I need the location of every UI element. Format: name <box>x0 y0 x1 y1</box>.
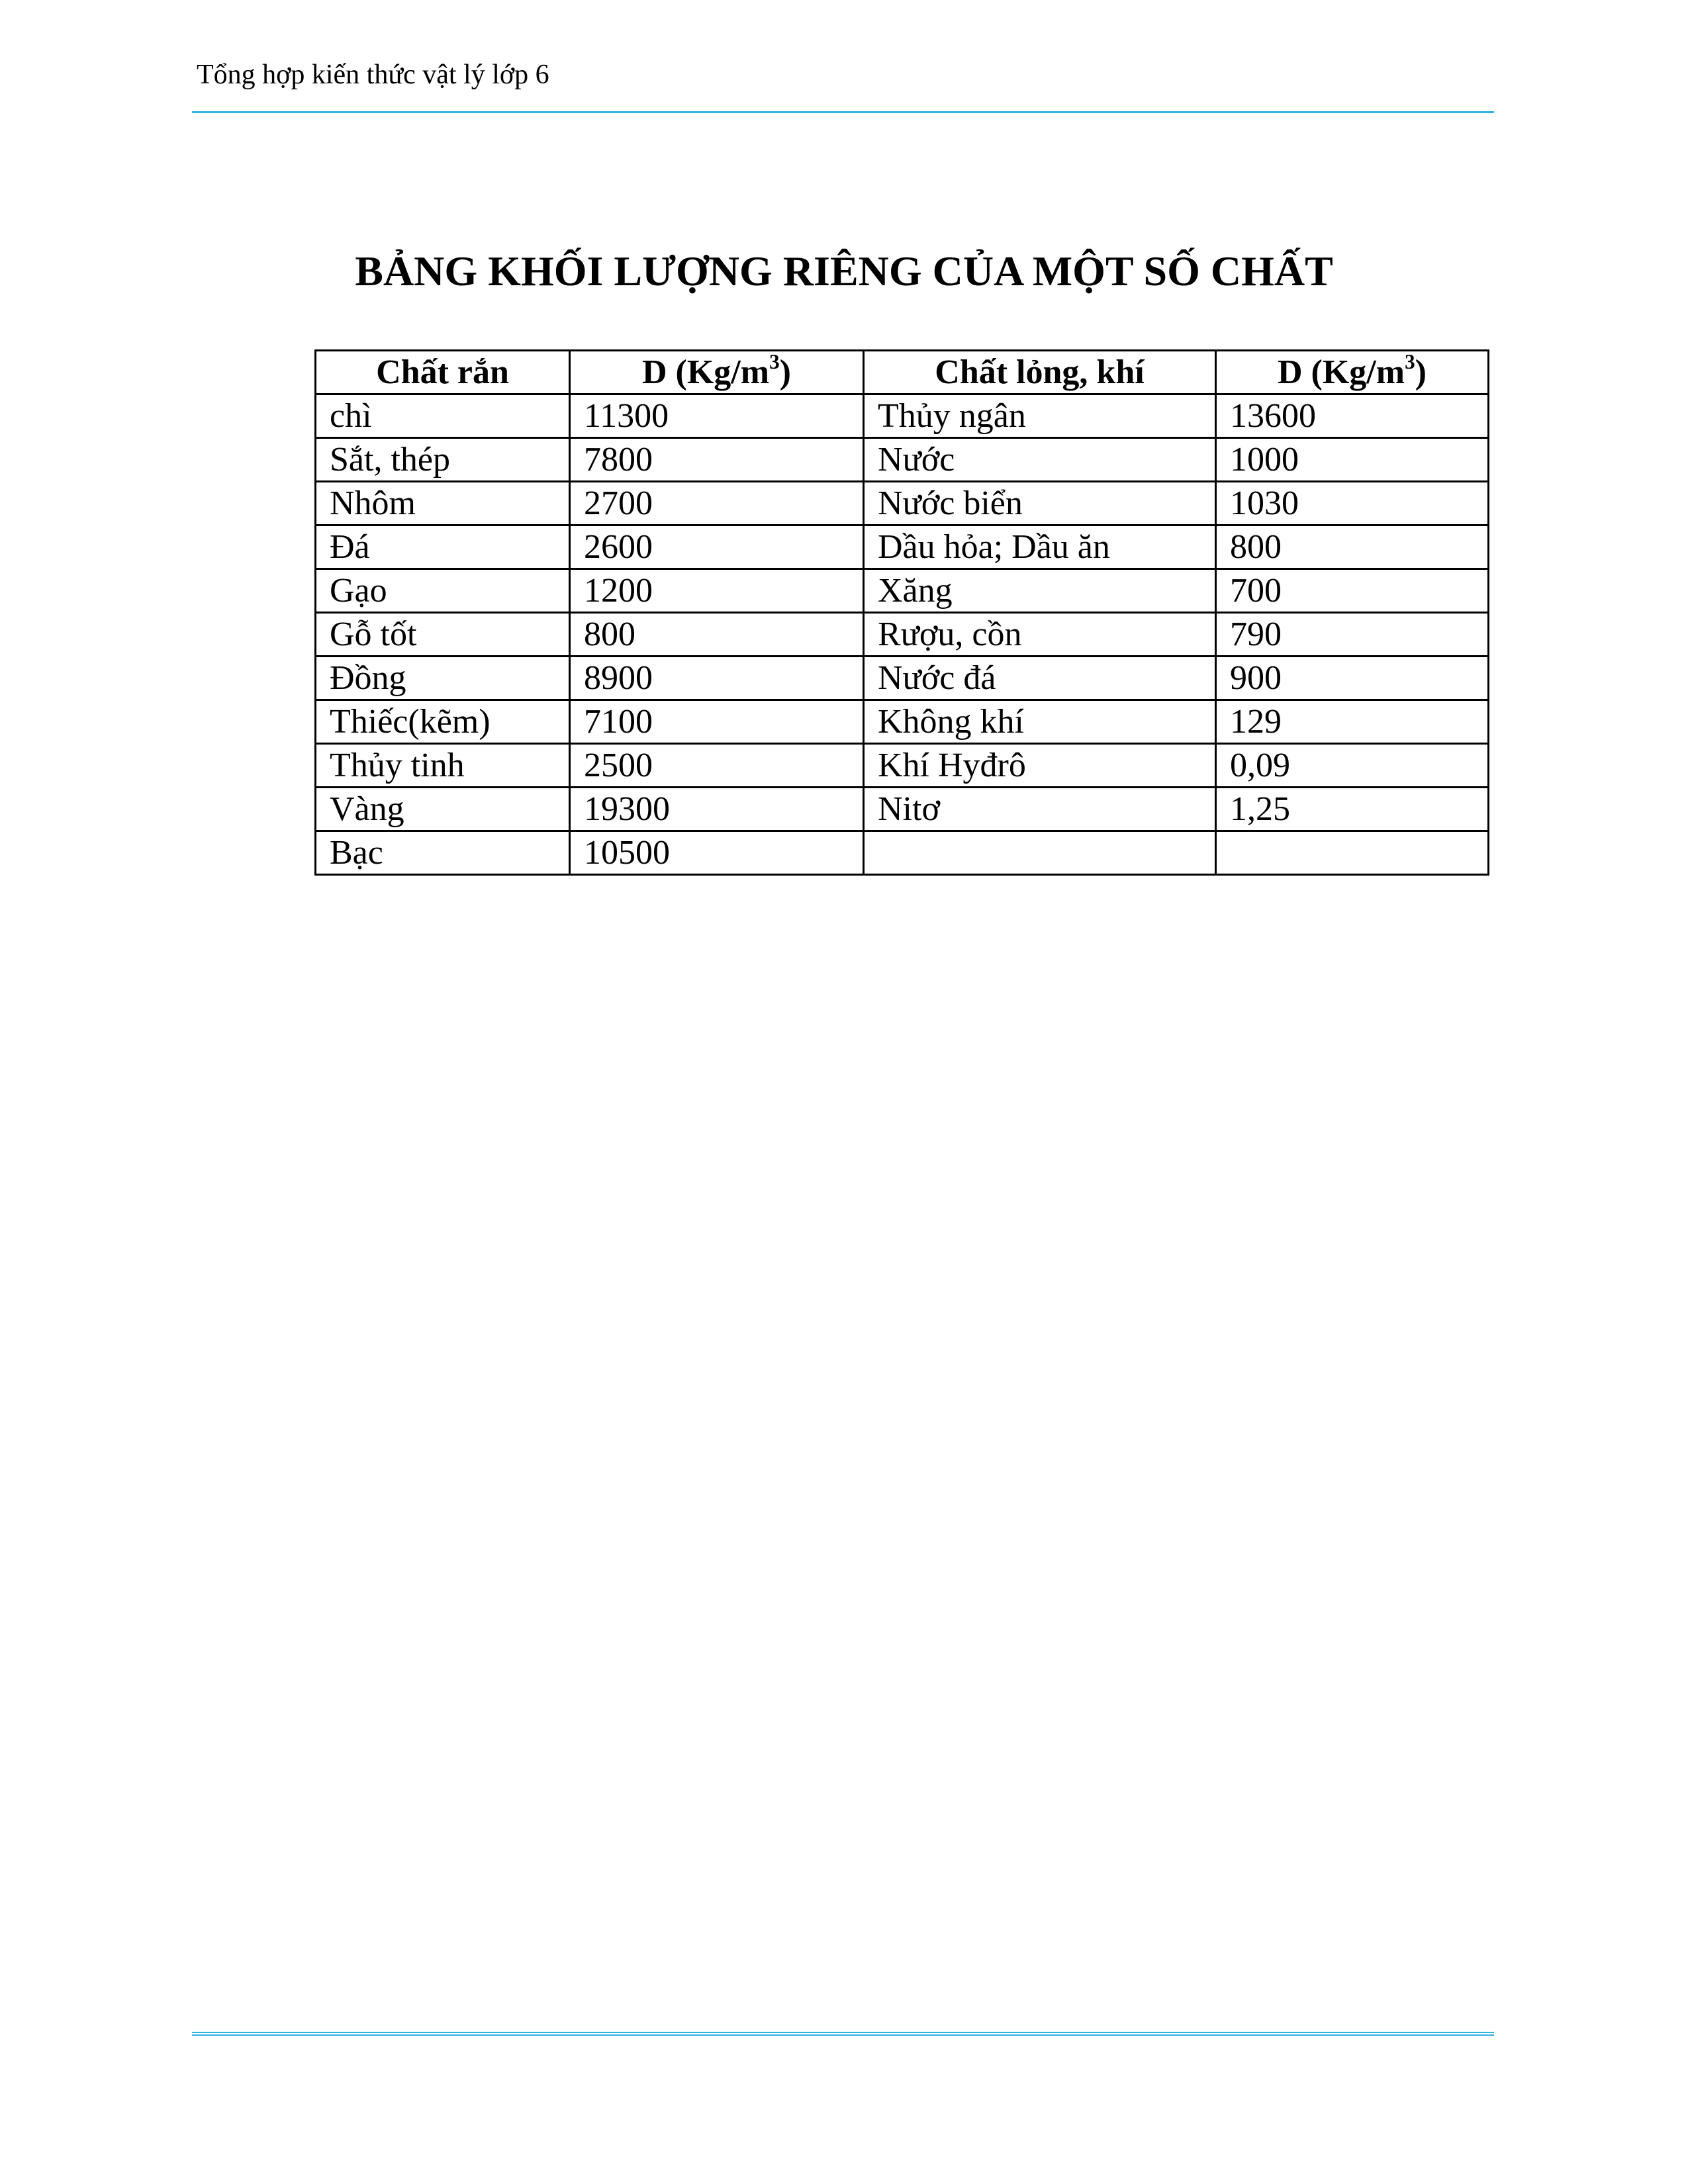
fluid-density: 129 <box>1216 700 1489 744</box>
fluid-name: Nước đá <box>864 657 1216 700</box>
table-row <box>316 831 1489 875</box>
solid-name: Gạo <box>316 569 570 613</box>
solid-density: 10500 <box>570 831 864 875</box>
fluid-name: Dầu hỏa; Dầu ăn <box>864 525 1216 569</box>
table-header-row <box>316 351 1489 394</box>
fluid-density: 1,25 <box>1216 788 1489 831</box>
header-solid: Chất rắn <box>316 351 570 394</box>
fluid-name: Xăng <box>864 569 1216 613</box>
table-row <box>316 613 1489 657</box>
solid-density: 8900 <box>570 657 864 700</box>
table-row <box>316 482 1489 525</box>
solid-name: Thủy tinh <box>316 744 570 788</box>
solid-density: 7100 <box>570 700 864 744</box>
solid-density: 19300 <box>570 788 864 831</box>
density-table <box>314 349 1489 876</box>
header-solid-density-close: ) <box>779 353 791 391</box>
solid-name: Gỗ tốt <box>316 613 570 657</box>
fluid-density: 1000 <box>1216 438 1489 482</box>
solid-density: 800 <box>570 613 864 657</box>
document-title: BẢNG KHỐI LƯỢNG RIÊNG CỦA MỘT SỐ CHẤT <box>355 248 1333 295</box>
fluid-density: 0,09 <box>1216 744 1489 788</box>
fluid-name: Nitơ <box>864 788 1216 831</box>
table-row <box>316 394 1489 438</box>
header-solid-density <box>570 351 864 394</box>
header-fluid-density-close: ) <box>1415 353 1427 391</box>
solid-density: 2500 <box>570 744 864 788</box>
fluid-density: 900 <box>1216 657 1489 700</box>
solid-name: Đồng <box>316 657 570 700</box>
fluid-density: 800 <box>1216 525 1489 569</box>
solid-name: Nhôm <box>316 482 570 525</box>
table-row <box>316 700 1489 744</box>
solid-name: Đá <box>316 525 570 569</box>
fluid-name: Khí Hyđrô <box>864 744 1216 788</box>
table-row <box>316 525 1489 569</box>
footer-divider <box>192 2032 1494 2036</box>
fluid-name: Nước <box>864 438 1216 482</box>
fluid-density <box>1216 831 1489 875</box>
solid-density: 2600 <box>570 525 864 569</box>
solid-name: Bạc <box>316 831 570 875</box>
header-solid-density-exponent: 3 <box>769 350 780 374</box>
fluid-name: Không khí <box>864 700 1216 744</box>
table-row <box>316 788 1489 831</box>
solid-density: 11300 <box>570 394 864 438</box>
fluid-name <box>864 831 1216 875</box>
table-row <box>316 744 1489 788</box>
fluid-density: 700 <box>1216 569 1489 613</box>
solid-density: 2700 <box>570 482 864 525</box>
running-header: Tổng hợp kiến thức vật lý lớp 6 <box>197 60 549 90</box>
fluid-density: 790 <box>1216 613 1489 657</box>
header-fluid: Chất lỏng, khí <box>864 351 1216 394</box>
fluid-name: Nước biển <box>864 482 1216 525</box>
fluid-name: Rượu, cồn <box>864 613 1216 657</box>
header-fluid-density-exponent: 3 <box>1405 350 1415 374</box>
table-row <box>316 657 1489 700</box>
header-divider <box>192 111 1494 113</box>
header-fluid-density <box>1216 351 1489 394</box>
solid-density: 7800 <box>570 438 864 482</box>
solid-density: 1200 <box>570 569 864 613</box>
header-fluid-density-base: D (Kg/m <box>1277 353 1405 391</box>
table-row <box>316 438 1489 482</box>
solid-name: Vàng <box>316 788 570 831</box>
solid-name: Sắt, thép <box>316 438 570 482</box>
fluid-density: 13600 <box>1216 394 1489 438</box>
header-solid-density-base: D (Kg/m <box>641 353 770 391</box>
table-row <box>316 569 1489 613</box>
solid-name: chì <box>316 394 570 438</box>
fluid-name: Thủy ngân <box>864 394 1216 438</box>
fluid-density: 1030 <box>1216 482 1489 525</box>
solid-name: Thiếc(kẽm) <box>316 700 570 744</box>
